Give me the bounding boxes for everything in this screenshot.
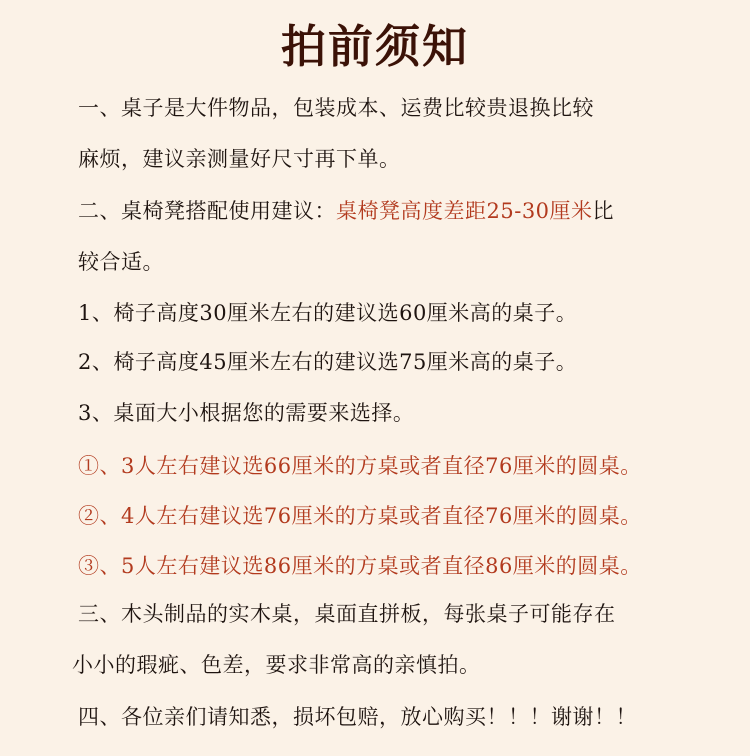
notice-line-3-prefix: 二、桌椅凳搭配使用建议： (78, 199, 336, 223)
notice-line-4: 较合适。 (78, 250, 164, 274)
solid-wood-notice: 三、木头制品的实木桌，桌面直拼板，每张桌子可能存在 (78, 602, 616, 626)
table-size-advice: 3、桌面大小根据您的需要来选择。 (78, 401, 415, 425)
notice-line-3 (78, 196, 614, 226)
notice-line-3-suffix: 比 (592, 199, 615, 223)
chair-45cm-advice: 2、椅子高度45厘米左右的建议选75厘米高的桌子。 (78, 350, 578, 374)
four-person-table-advice: ②、4人左右建议选76厘米的方桌或者直径76厘米的圆桌。 (78, 504, 642, 528)
five-person-table-advice: ③、5人左右建议选86厘米的方桌或者直径86厘米的圆桌。 (78, 554, 642, 578)
three-person-table-advice: ①、3人左右建议选66厘米的方桌或者直径76厘米的圆桌。 (78, 454, 642, 478)
page-title: 拍前须知 (280, 20, 469, 73)
chair-30cm-advice: 1、椅子高度30厘米左右的建议选60厘米高的桌子。 (78, 301, 578, 325)
damage-compensation-notice: 四、各位亲们请知悉，损坏包赔，放心购买！！！谢谢！！ (78, 705, 637, 729)
height-difference-highlight: 桌椅凳高度差距25-30厘米 (336, 199, 593, 223)
notice-line-1: 一、桌子是大件物品，包装成本、运费比较贵退换比较 (78, 96, 594, 120)
notice-line-2: 麻烦，建议亲测量好尺寸再下单。 (78, 147, 401, 171)
flaw-notice: 小小的瑕疵、色差，要求非常高的亲慎拍。 (72, 653, 481, 677)
